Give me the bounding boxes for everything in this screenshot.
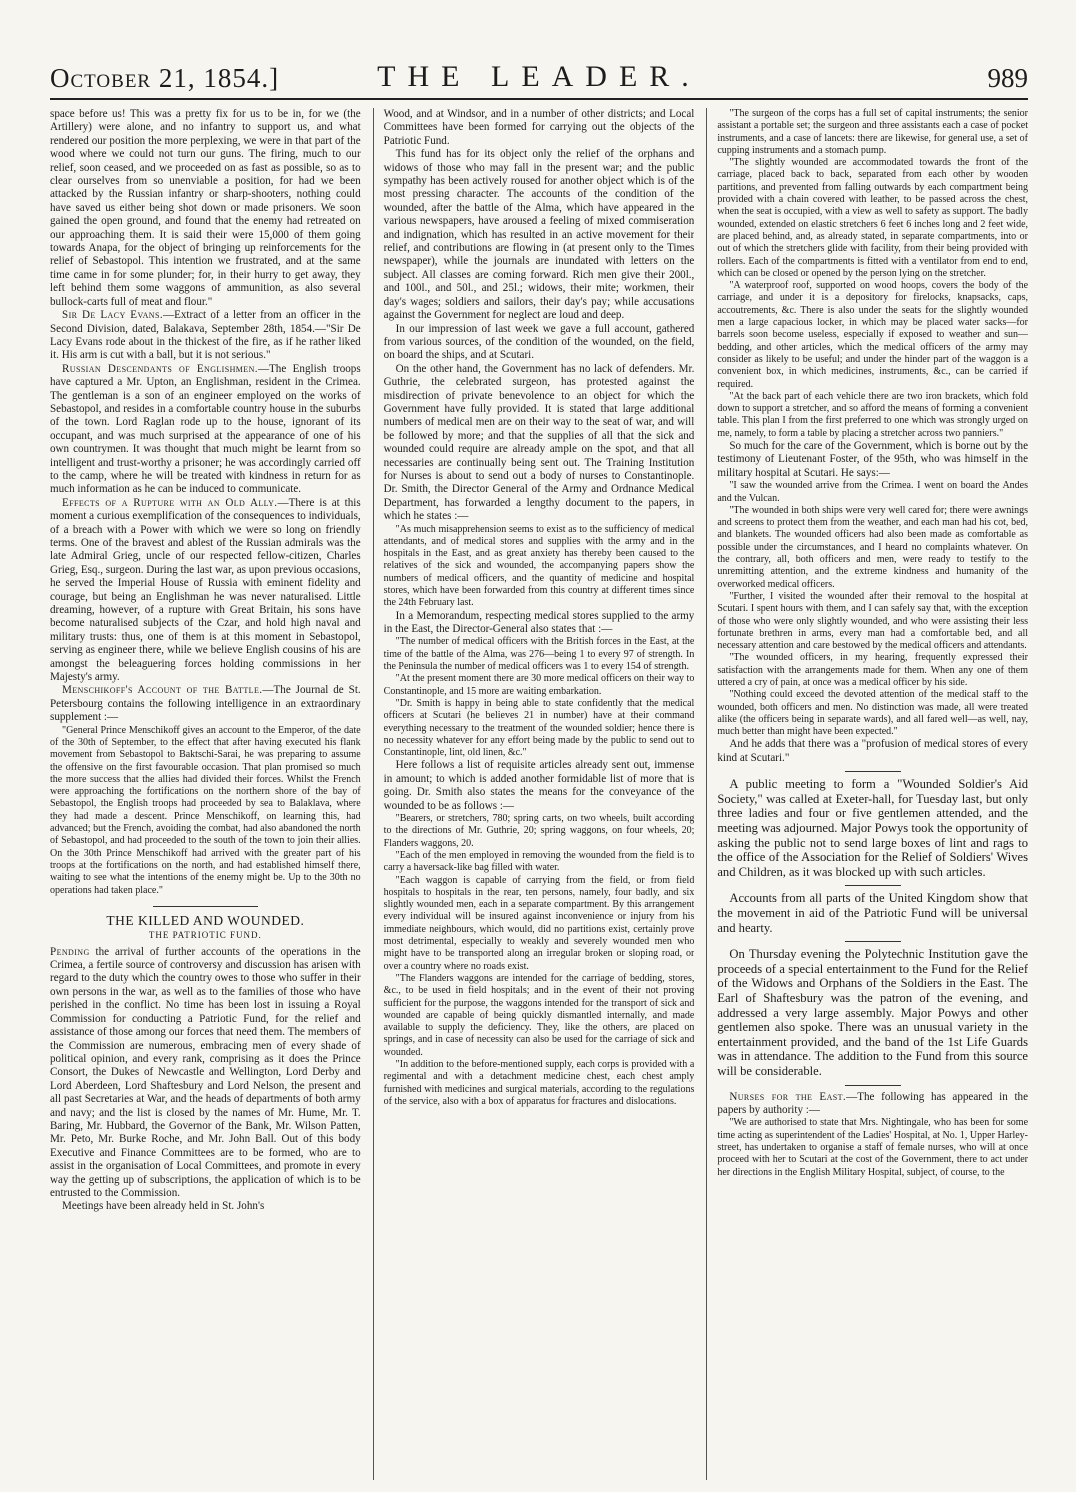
divider	[845, 771, 901, 772]
quotation: "The surgeon of the corps has a full set of capital instruments; the senior assistant a portable set; the surgeon and three assistants each a case of pocket instruments, and a case of lancets: there are likewise, for general use, a set of cupping instruments and a stomach pump.	[717, 108, 1029, 156]
paragraph: Meetings have been already held in St. John's	[62, 1200, 265, 1213]
quotation: "I saw the wounded arrive from the Crimea. I went on board the Andes and the Vulcan.	[717, 480, 1029, 504]
quotation: "Each waggon is capable of carrying from the field, or from field hospitals to hospitals in the rear, ten persons, namely, four badly, and six slightly wounded men, each in a separate compartment. By this arrangement every individual will be insured against inconvenience or injury from his immediate neighbours, which would, did no partitions exist, certainly prove most detrimental, especially to weakly and severely wounded men who might have to be transported along an irregular broken or sloping road, or over a country where no roads exist.	[383, 874, 695, 972]
columns	[50, 108, 1028, 1480]
paragraph: space before us! This was a pretty fix for us to be in, for we (the Artillery) were alone, and no infantry to support us, and what rendered our position the more perplexing, we were in that part of the wood where we could not turn our guns. The firing, much to our relief, soon ceased, and we proceeded on as fast as possible, so as to clear ourselves from so unenviable a position, for had we been attacked by the Russian infantry or sharp-shooters, nothing could have saved us either being shot down or made prisoners. We soon gained the open ground, and found that the enemy had retreated on our approaching them. It is said their were 15,000 of them going towards Anapa, for the object of bringing up reinforcements for the relief of Sebastopol. This intention we frustrated, and at the same time came in for some plunder; for, in their hurry to get away, they left behind them some waggons of ammunition, as also several bullock-carts full of meat and flour."	[50, 108, 361, 308]
masthead	[50, 44, 1028, 100]
quotation: "In addition to the before-mentioned supply, each corps is provided with a regimental and with a detachment medicine chest, each chest amply furnished with medicines and surgical materials, according to the regulations of the service, also with a box of apparatus for fractures and dislocations.	[383, 1059, 695, 1107]
quotation: "Dr. Smith is happy in being able to state confidently that the medical officers at Scutari (he believes 21 in number) have at their command everything necessary to the treatment of the wounded soldier; hence there is no necessity whatever for any effort being made by the public to send out to Constantinople, lint, old linen, &c."	[383, 697, 695, 759]
quotation: "Bearers, or stretchers, 780; spring carts, on two wheels, built according to the directions of Mr. Guthrie, 20; spring waggons, on four wheels, 20; Flanders waggons, 20.	[383, 813, 695, 849]
paragraph: So much for the care of the Government, which is borne out by the testimony of Lieutenant Foster, of the 95th, who was himself in the military hospital at Scutari. He says:—	[717, 440, 1029, 479]
paragraph	[50, 946, 361, 1201]
paragraph-heading: Nurses for the East.	[729, 1090, 847, 1103]
column-3	[706, 108, 1028, 1480]
paragraph-heading: Russian Descendants of Englishmen.	[62, 362, 258, 375]
paragraph: A public meeting to form a "Wounded Soldier's Aid Society," was called at Exeter-hall, for Tuesday last, but only three ladies and four or five gentlemen attended, and the meeting was adjourned. Major Powys took the opportunity of asking the public not to send large boxes of lint and rags to the office of the Association for the Relief of Soldiers' Wives and Children, as it was blocked up with such articles.	[717, 777, 1029, 879]
quotation: "A waterproof roof, supported on wood hoops, covers the body of the carriage, and under it is a depository for firelocks, knapsacks, caps, accoutrements, &c. There is also under the seats for the slightly wounded men a large capacious locker, in which may be placed water sacks—for barrels soon become useless, especially if exposed to weather and sun—bedding, and other articles, which the medical officers of the army may consider as likely to be useful; and under the hinder part of the waggon is a convenient box, in which medicines, instruments, &c., can be carried if required.	[717, 280, 1029, 390]
paragraph-body: —There is at this moment a curious exemplification of the consequences to individuals, of a breach with a Power with which we were so long on friendly terms. One of the bravest and ablest of the Russian admirals was the late Admiral Grieg, uncle of our respected fellow-citizen, Charles Grieg, Esq., surgeon. During the last war, as upon previous occasions, he served the Imperial House of Russia with eminent fidelity and courage, but being an Englishman he was never naturalised. Little dreaming, however, of a rupture with Great Britain, his sons have become naturalised subjects of the Czar, and hold high naval and military trusts: thus, one of them is at this moment in Sebastopol, serving as engineer there, while we believe English cousins of his are amongst the beleaguering forces holding commissions in her Majesty's army.	[50, 496, 361, 684]
column-1	[50, 108, 361, 1480]
quotation: "At the present moment there are 30 more medical officers on their way to Constantinople, and 15 more are waiting embarkation.	[383, 673, 695, 697]
section-divider	[153, 906, 259, 907]
divider	[845, 941, 901, 942]
quotation: "Further, I visited the wounded after their removal to the hospital at Scutari. I spent hours with them, and I can safely say that, with the exception of those who were only slightly wounded, and who were assisting their less fortunate brethren in arms, every man had a comfortable bed, and all necessary attention and care bestowed by the medical officers and attendants.	[717, 590, 1029, 652]
paragraph-heading: Menschikoff's Account of the Battle.	[62, 684, 263, 697]
paragraph	[50, 309, 361, 363]
section-subtitle: THE PATRIOTIC FUND.	[148, 930, 262, 941]
quotation: "Nothing could exceed the devoted attention of the medical staff to the wounded, both officers and men. No distinction was made, all were treated alike (the officers being in separate wards), and all fared well—as well, nay, much better than might have been expected."	[717, 689, 1029, 738]
column-2	[373, 108, 695, 1480]
paragraph	[717, 1091, 1028, 1118]
paragraph: Here follows a list of requisite articles already sent out, immense in amount; to which is added another formidable list of more that is going. Dr. Smith also states the means for the conveyance of the wounded to be as follows :—	[383, 759, 695, 812]
quotation: "As much misapprehension seems to exist as to the sufficiency of medical attendants, and of medical stores and supplies with the army and in the hospitals in the East, and as great anxiety has thereby been caused to the relatives of the sick and wounded, the accompanying papers show the numbers of medical officers, and the quantity of medicine and hospital stores, which have been forwarded from this country at different times since the 24th February last.	[383, 523, 695, 609]
quotation: "The slightly wounded are accommodated towards the front of the carriage, placed back to back, separated from each other by wooden partitions, and prevented from falling outwards by each compartment being provided with a chain covered with leather, to be passed across the chest, when the seat is occupied, with a view as well to safety as support. The badly wounded, extended on elastic stretchers 6 feet 6 inches long and 2 feet wide, are placed behind, and, as already stated, in separate compartments, into or out of which the stretchers glide with facility, from their being provided with rollers. Each of the compartments is fitted with a ventilator from end to end, which can be closed or opened by the person lying on the stretcher.	[717, 157, 1029, 279]
quotation: "At the back part of each vehicle there are two iron brackets, which fold down to support a stretcher, and so afford the means of forming a convenient table. This plan I from the first preferred to one which was strongly urged on me, namely, to form a table by placing a stretcher across two panniers."	[717, 390, 1029, 439]
quotation: "General Prince Menschikoff gives an account to the Emperor, of the date of the 30th of September, to the effect that after having executed his flank movement from Sebastopol to Baktschi-Sarai, he was preparing to assume the offensive on the first favourable occasion. That plan promised so much the more success that the allies had divided their forces. Whilst the French were approaching the fortifications on the northern shore of the bay of Sebastopol, the English troops had proceeded by sea to Balaklava, where they had made a descent. Prince Menschikoff, on learning this, had advanced; but the French, avoiding the combat, had also abandoned the north of Sebastopol, and had proceeded to the south of the town to join their allies. On the 30th Prince Menschikoff had arrived with the greater part of his troops at the fortifications on the north, and had established himself there, waiting to see what the intentions of the enemy might be. Up to the 30th no operations had taken place."	[50, 724, 361, 896]
paragraph: In our impression of last week we gave a full account, gathered from various sources, of the condition of the wounded, on the field, on board the ships, and at Scutari.	[383, 322, 695, 362]
paragraph-heading: Pending	[50, 945, 90, 958]
paragraph	[50, 684, 361, 724]
divider	[845, 1085, 901, 1086]
paragraph-body: —The Journal de St. Petersbourg contains the following intelligence in an extraordinary supplement :—	[50, 684, 361, 724]
paragraph: And he adds that there was a "profusion of medical stores of every kind at Scutari."	[717, 738, 1029, 764]
section-title: THE KILLED AND WOUNDED.	[106, 912, 305, 928]
paragraph-body: —The following has appeared in the papers by authority :—	[717, 1090, 1029, 1116]
newspaper-title: THE LEADER.	[377, 60, 701, 93]
paragraph: This fund has for its object only the relief of the orphans and widows of those who may fall in the present war; and the public sympathy has been actively roused for another object which is of the most pressing character. The accounts of the condition of the wounded, after the battle of the Alma, which have appeared in the various newspapers, have aroused a feeling of mixed commiseration and indignation, which has resulted in an active movement for their relief, and contributions are flowing in (at present only to the Times newspaper), while the journals are inundated with letters on the subject. All classes are coming forward. Rich men give their 200l., and 100l., and 50l., and 25l.; widows, their mite; workmen, their day's wages; soldiers and sailors, their day's pay; while accusations against the Government for neglect are loud and deep.	[383, 148, 695, 322]
paragraph-body: the arrival of further accounts of the operations in the Crimea, a fertile source of controversy and discussion has arisen with regard to the duty which the country owes to those who suffer in their own persons in the war, as well as to the families of those who have perished in the conflict. No time has been lost in issuing a Royal Commission for conducting a Patriotic Fund, for the relief and assistance of those among our forces that need them. The members of the Commission are numerous, embracing men of every shade of political opinion, and every rank, comprising as it does the Prince Consort, the Dukes of Newcastle and Wellington, Lord Derby and Lord Aberdeen, Lord Shaftesbury and Lord Nelson, the present and all past Secretaries at War, and the heads of departments of both army and navy; and the list is closed by the names of Mr. Hume, Mr. T. Baring, Mr. Hubbard, the Governor of the Bank, Mr. Wilson Patten, Mr. Peto, Mr. Burke Roche, and Mr. John Ball. Out of this body Executive and Finance Committees are to be formed, who are to assist in the organisation of Local Committees, and promote in every way the getting up of subscriptions, the application of which is to be entrusted to the Commission.	[50, 945, 361, 1199]
paragraph-body: —Extract of a letter from an officer in the Second Division, dated, Balakava, September 28th, 1854.—"Sir De Lacy Evans rode about in the thickest of the fire, as if he rather liked it. His arm is cut with a ball, but it is not serious."	[50, 309, 361, 362]
paragraph-heading: Effects of a Rupture with an Old Ally.	[62, 496, 278, 509]
paragraph-body: —The English troops have captured a Mr. Upton, an Englishman, resident in the Crimea. The gentleman is a son of an engineer employed on the works of Sebastopol, and resides in a comfortable country house in the suburbs of the town. Lord Raglan rode up to the house, ignorant of its occupant, and was much surprised at the appearance of one of his own countrymen. It was thought that much might be learnt from so intelligent and trust-worthy a prisoner; he was accordingly carried off to the camp, where he will be treated with kindness in return for as much information as he can be induced to communicate.	[50, 362, 361, 496]
quotation: "The wounded in both ships were very well cared for; there were awnings and screens to protect them from the weather, and each man had his cot, bed, and blankets. The wounded officers had also been made as comfortable as possible under the circumstances, and I heard no complaints whatever. On the contrary, all, both officers and men, were ready to testify to the unremitting attention, and the extreme kindness and humanity of the overworked medical officers.	[717, 504, 1029, 590]
quotation: "Each of the men employed in removing the wounded from the field is to carry a haversack-like bag filled with water.	[383, 849, 695, 874]
paragraph-heading: Sir De Lacy Evans.	[62, 309, 163, 322]
page-number: 989	[987, 63, 1028, 93]
paragraph	[50, 497, 361, 685]
paragraph: In a Memorandum, respecting medical stores supplied to the army in the East, the Director-General also states that :—	[383, 609, 695, 636]
issue-date: October 21, 1854.]	[50, 63, 280, 93]
paragraph	[50, 363, 361, 497]
paragraph: On the other hand, the Government has no lack of defenders. Mr. Guthrie, the celebrated surgeon, has protested against the misdirection of private benevolence to an object for which the Government have fully provided. It is stated that large additional numbers of medical men are on their way to the seat of war, and will be followed by more; and that the supplies of all that the sick and wounded could require are already ample on the spot, and that all necessaries are continually being sent out. The Training Institution for Nurses is about to send out a body of nurses to Constantinople. Dr. Smith, the Director General of the Army and Ordnance Medical Department, has forwarded a lengthy document to the papers, in which he states :—	[383, 362, 695, 523]
divider	[845, 885, 901, 886]
paragraph: Accounts from all parts of the United Kingdom show that the movement in aid of the Patriotic Fund will be universal and hearty.	[717, 891, 1029, 935]
quotation: "The number of medical officers with the British forces in the East, at the time of the battle of the Alma, was 276—being 1 to every 97 of strength. In the Peninsula the number of medical officers was 1 to every 154 of strength.	[383, 636, 695, 673]
quotation: "We are authorised to state that Mrs. Nightingale, who has been for some time acting as superintendent of the Ladies' Hospital, at No. 1, Upper Harley-street, has undertaken to organise a staff of female nurses, who will at once proceed with her to Scutari at the cost of the Government, there to act under her directions in the English Military Hospital, subject, of course, to the	[717, 1117, 1029, 1178]
paragraph: On Thursday evening the Polytechnic Institution gave the proceeds of a special entertainment to the Fund for the Relief of the Widows and Orphans of the Soldiers in the East. The Earl of Shaftesbury was the patron of the evening, and addressed a very large assembly. Major Powys and other gentlemen also spoke. There was an unusual variety in the entertainment provided, and the band of the 1st Life Guards was in attendance. The addition to the Fund from this source will be considerable.	[717, 947, 1029, 1078]
quotation: "The wounded officers, in my hearing, frequently expressed their satisfaction with the arrangements made for them. When any one of them uttered a cry of pain, at once was a medical officer by his side.	[717, 652, 1029, 688]
paragraph: Wood, and at Windsor, and in a number of other districts; and Local Committees have been formed for carrying out the objects of the Patriotic Fund.	[383, 108, 695, 147]
quotation: "The Flanders waggons are intended for the carriage of bedding, stores, &c., to be used in field hospitals; and in the event of their not proving sufficient for the purpose, the waggons intended for the transport of sick and wounded are capable of being quickly dismantled internally, and made available to supply the deficiency. They, like the others, are placed on springs, and in case of necessity can also be used for the carriage of sick and wounded.	[383, 972, 695, 1058]
